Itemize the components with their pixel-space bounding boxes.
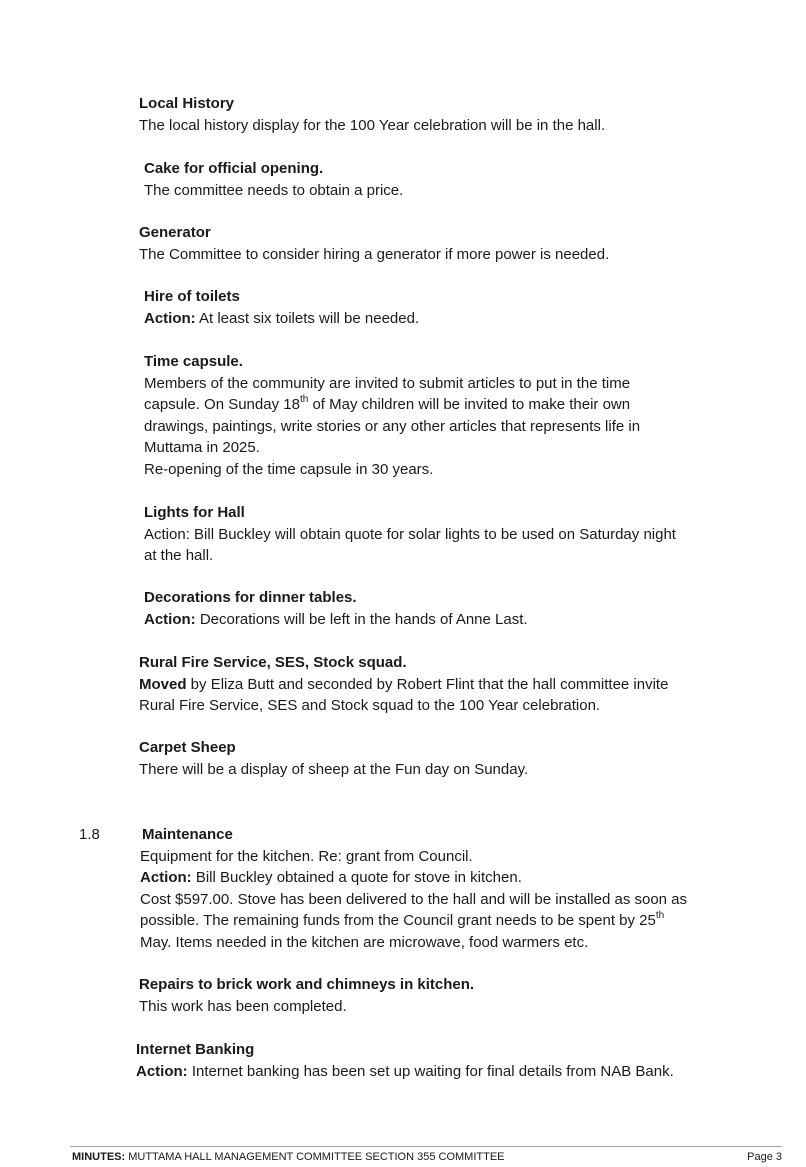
decorations-action-line	[144, 609, 528, 631]
internet-banking-action-text: Internet banking has been set up waiting for final details from NAB Bank.	[187, 1062, 674, 1080]
generator-section	[139, 222, 609, 265]
lights-line-2: at the hall.	[144, 547, 214, 564]
repairs-section	[139, 974, 474, 1017]
cake-heading: Cake for official opening.	[144, 160, 324, 177]
time-capsule-line-2a: capsule. On Sunday 18	[144, 396, 300, 413]
footer-text: MUTTAMA HALL MANAGEMENT COMMITTEE SECTION 355 COMMITTEE	[125, 1151, 505, 1163]
internet-banking-action-label: Action:	[136, 1062, 188, 1080]
cake-section	[144, 158, 403, 201]
time-capsule-line-4: Muttama in 2025.	[144, 439, 260, 456]
time-capsule-section	[144, 351, 640, 480]
rural-fire-heading: Rural Fire Service, SES, Stock squad.	[139, 654, 407, 671]
rural-fire-moved-label: Moved	[139, 675, 187, 693]
toilets-section	[144, 286, 419, 329]
time-capsule-line-1: Members of the community are invited to submit articles to put in the time	[144, 374, 631, 392]
toilets-action-text: At least six toilets will be needed.	[195, 309, 420, 327]
maintenance-line-3: Cost $597.00. Stove has been delivered to the hall and will be installed as soon as	[140, 890, 688, 908]
time-capsule-sup: th	[299, 394, 309, 405]
time-capsule-line-2b: of May children will be invited to make their own	[308, 396, 631, 413]
repairs-heading: Repairs to brick work and chimneys in kitchen.	[139, 976, 475, 993]
decorations-action-label: Action:	[144, 610, 196, 628]
local-history-text: The local history display for the 100 Year celebration will be in the hall.	[139, 116, 606, 134]
rural-fire-line-1	[139, 674, 668, 696]
toilets-heading: Hire of toilets	[144, 288, 240, 305]
footer-colon: :	[121, 1151, 126, 1163]
carpet-sheep-section	[139, 737, 528, 780]
maintenance-sup: th	[655, 910, 665, 921]
time-capsule-line-2	[144, 394, 640, 416]
time-capsule-line-3: drawings, paintings, write stories or any other articles that represents life in	[144, 417, 641, 435]
maintenance-line-4a: possible. The remaining funds from the Council grant needs to be spent by 25	[140, 912, 656, 929]
lights-heading: Lights for Hall	[144, 504, 245, 521]
toilets-action-line	[144, 308, 419, 330]
maintenance-section	[140, 824, 687, 953]
time-capsule-line-5: Re-opening of the time capsule in 30 years.	[144, 460, 434, 478]
internet-banking-heading: Internet Banking	[136, 1041, 255, 1058]
maintenance-line-2	[140, 867, 687, 889]
footer-label: MINUTES	[72, 1151, 122, 1163]
maintenance-line-2-rest: Bill Buckley obtained a quote for stove in kitchen.	[191, 869, 522, 886]
footer-page-number: Page 3	[747, 1151, 782, 1163]
maintenance-line-5: May. Items needed in the kitchen are microwave, food warmers etc.	[140, 933, 589, 951]
local-history-heading: Local History	[139, 95, 235, 112]
internet-banking-action-line	[136, 1061, 674, 1083]
cake-text: The committee needs to obtain a price.	[144, 181, 404, 199]
carpet-sheep-text: There will be a display of sheep at the Fun day on Sunday.	[139, 760, 529, 778]
toilets-action-label: Action:	[144, 309, 196, 327]
maintenance-line-1: Equipment for the kitchen. Re: grant from Council.	[140, 847, 473, 865]
internet-banking-section	[136, 1039, 674, 1082]
local-history-section	[139, 93, 605, 136]
carpet-sheep-heading: Carpet Sheep	[139, 739, 236, 756]
time-capsule-heading: Time capsule.	[144, 353, 243, 370]
rural-fire-line-1-rest: by Eliza Butt and seconded by Robert Flint that the hall committee invite	[186, 675, 669, 693]
decorations-action-text: Decorations will be left in the hands of Anne Last.	[195, 610, 528, 628]
maintenance-heading: Maintenance	[142, 826, 233, 843]
decorations-section	[144, 587, 528, 630]
maintenance-section-number: 1.8	[79, 826, 100, 843]
maintenance-line-4	[140, 910, 687, 932]
generator-heading: Generator	[139, 224, 211, 241]
lights-section	[144, 502, 676, 567]
maintenance-action-label: Action:	[140, 869, 192, 886]
footer-divider	[70, 1146, 782, 1147]
rural-fire-section	[139, 652, 668, 717]
footer	[72, 1150, 505, 1164]
generator-text: The Committee to consider hiring a generator if more power is needed.	[139, 245, 610, 263]
repairs-text: This work has been completed.	[139, 997, 347, 1015]
decorations-heading: Decorations for dinner tables.	[144, 589, 357, 606]
rural-fire-line-2: Rural Fire Service, SES and Stock squad to the 100 Year celebration.	[139, 697, 601, 714]
lights-line-1: Action: Bill Buckley will obtain quote for solar lights to be used on Saturday night	[144, 525, 676, 543]
